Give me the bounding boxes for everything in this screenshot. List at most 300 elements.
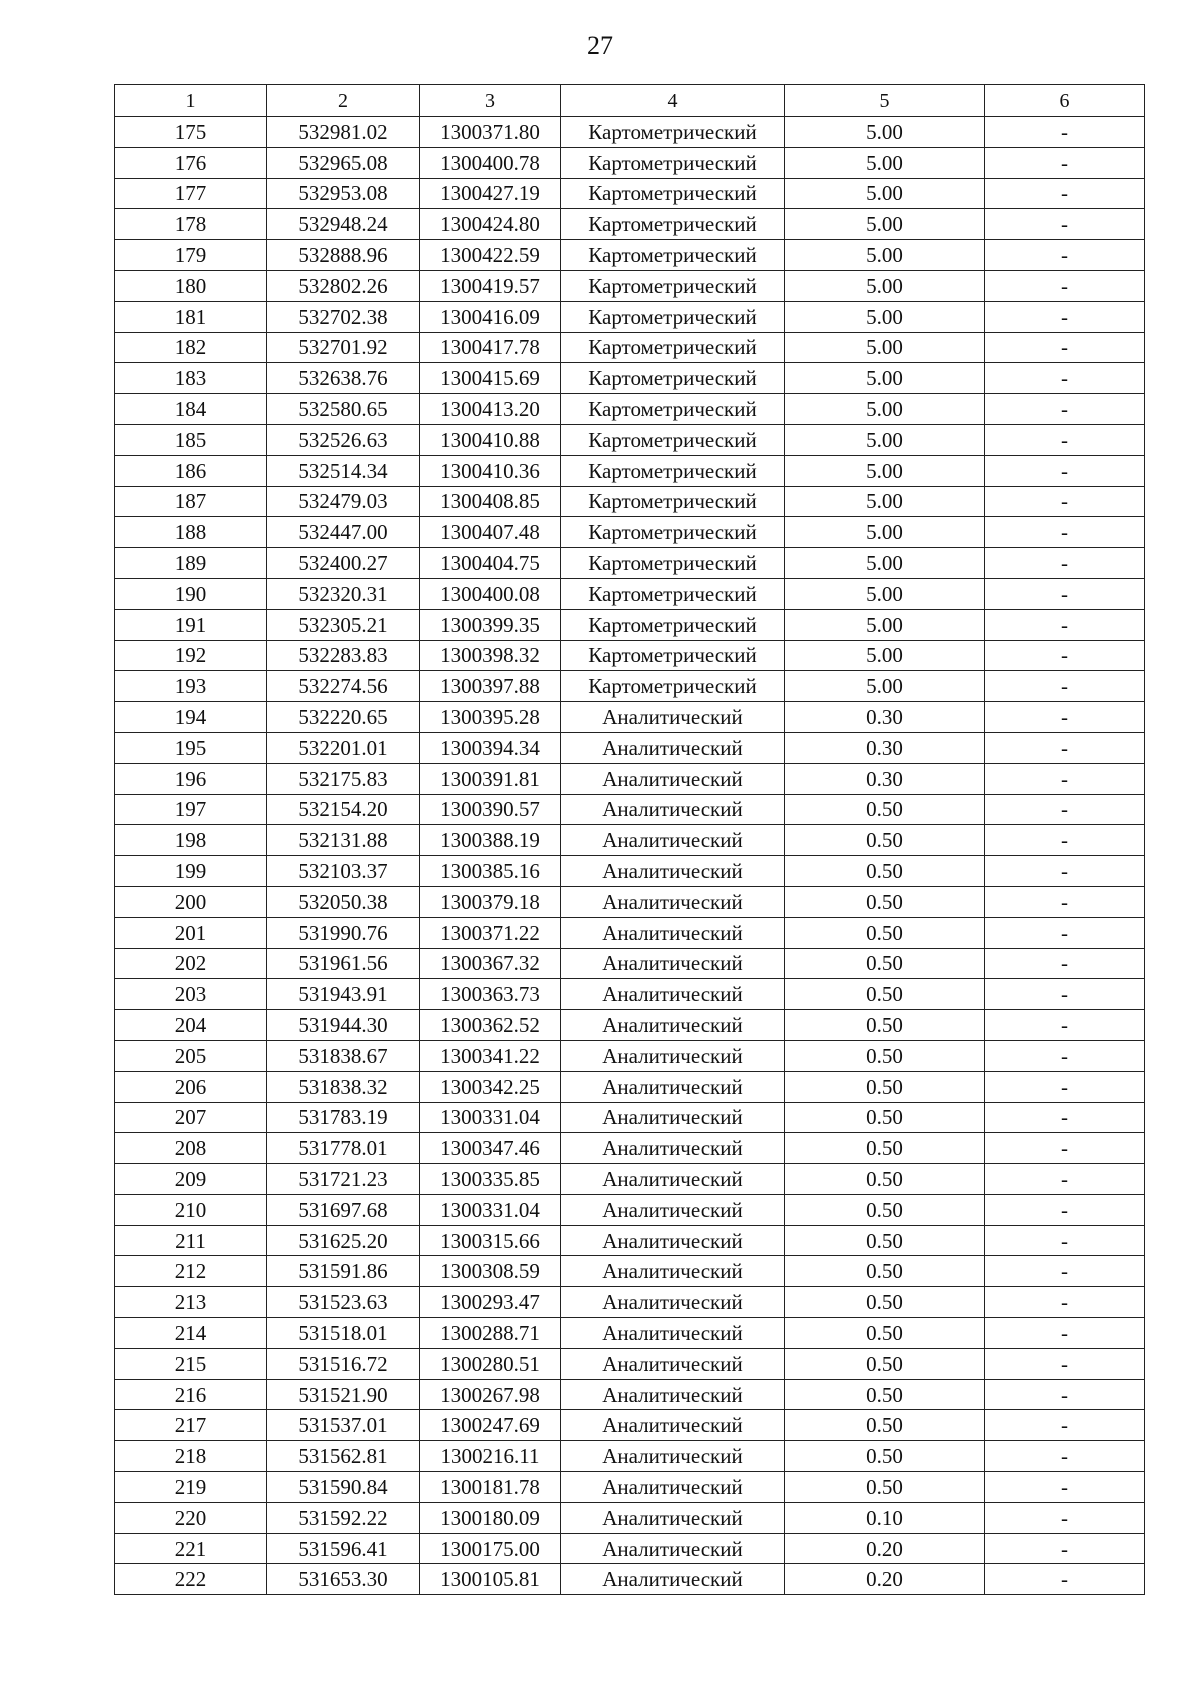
accuracy-cell: 0.50 bbox=[785, 1010, 985, 1041]
y-coordinate-cell: 1300404.75 bbox=[420, 548, 561, 579]
point-number-cell: 188 bbox=[115, 517, 267, 548]
y-coordinate-cell: 1300362.52 bbox=[420, 1010, 561, 1041]
method-cell: Картометрический bbox=[561, 117, 785, 148]
point-number-cell: 191 bbox=[115, 609, 267, 640]
point-number-cell: 222 bbox=[115, 1564, 267, 1595]
table-row bbox=[115, 1256, 1145, 1287]
x-coordinate-cell: 532981.02 bbox=[267, 117, 420, 148]
table-row bbox=[115, 578, 1145, 609]
point-number-cell: 221 bbox=[115, 1533, 267, 1564]
y-coordinate-cell: 1300417.78 bbox=[420, 332, 561, 363]
x-coordinate-cell: 531537.01 bbox=[267, 1410, 420, 1441]
accuracy-cell: 5.00 bbox=[785, 270, 985, 301]
method-cell: Картометрический bbox=[561, 455, 785, 486]
x-coordinate-cell: 531778.01 bbox=[267, 1133, 420, 1164]
point-number-cell: 204 bbox=[115, 1010, 267, 1041]
accuracy-cell: 5.00 bbox=[785, 578, 985, 609]
method-cell: Аналитический bbox=[561, 1225, 785, 1256]
note-cell: - bbox=[985, 548, 1145, 579]
x-coordinate-cell: 531523.63 bbox=[267, 1287, 420, 1318]
point-number-cell: 181 bbox=[115, 301, 267, 332]
y-coordinate-cell: 1300335.85 bbox=[420, 1164, 561, 1195]
point-number-cell: 180 bbox=[115, 270, 267, 301]
table-row bbox=[115, 1502, 1145, 1533]
note-cell: - bbox=[985, 1164, 1145, 1195]
y-coordinate-cell: 1300347.46 bbox=[420, 1133, 561, 1164]
note-cell: - bbox=[985, 270, 1145, 301]
table-row bbox=[115, 856, 1145, 887]
point-number-cell: 218 bbox=[115, 1441, 267, 1472]
table-row bbox=[115, 332, 1145, 363]
note-cell: - bbox=[985, 1040, 1145, 1071]
method-cell: Картометрический bbox=[561, 578, 785, 609]
accuracy-cell: 0.50 bbox=[785, 1287, 985, 1318]
point-number-cell: 193 bbox=[115, 671, 267, 702]
y-coordinate-cell: 1300394.34 bbox=[420, 732, 561, 763]
accuracy-cell: 5.00 bbox=[785, 394, 985, 425]
table-row bbox=[115, 1010, 1145, 1041]
table-row bbox=[115, 1164, 1145, 1195]
method-cell: Аналитический bbox=[561, 1010, 785, 1041]
x-coordinate-cell: 532702.38 bbox=[267, 301, 420, 332]
table-row bbox=[115, 270, 1145, 301]
note-cell: - bbox=[985, 1102, 1145, 1133]
x-coordinate-cell: 531990.76 bbox=[267, 917, 420, 948]
y-coordinate-cell: 1300391.81 bbox=[420, 763, 561, 794]
note-cell: - bbox=[985, 1472, 1145, 1503]
note-cell: - bbox=[985, 732, 1145, 763]
accuracy-cell: 0.50 bbox=[785, 1318, 985, 1349]
table-row bbox=[115, 1472, 1145, 1503]
table-row bbox=[115, 1071, 1145, 1102]
note-cell: - bbox=[985, 578, 1145, 609]
x-coordinate-cell: 531562.81 bbox=[267, 1441, 420, 1472]
table-row bbox=[115, 1318, 1145, 1349]
x-coordinate-cell: 531697.68 bbox=[267, 1194, 420, 1225]
y-coordinate-cell: 1300390.57 bbox=[420, 794, 561, 825]
y-coordinate-cell: 1300407.48 bbox=[420, 517, 561, 548]
method-cell: Аналитический bbox=[561, 702, 785, 733]
note-cell: - bbox=[985, 1256, 1145, 1287]
y-coordinate-cell: 1300424.80 bbox=[420, 209, 561, 240]
point-number-cell: 178 bbox=[115, 209, 267, 240]
accuracy-cell: 0.10 bbox=[785, 1502, 985, 1533]
point-number-cell: 194 bbox=[115, 702, 267, 733]
table-row bbox=[115, 794, 1145, 825]
method-cell: Аналитический bbox=[561, 825, 785, 856]
accuracy-cell: 5.00 bbox=[785, 609, 985, 640]
y-coordinate-cell: 1300422.59 bbox=[420, 240, 561, 271]
method-cell: Аналитический bbox=[561, 917, 785, 948]
table-row bbox=[115, 517, 1145, 548]
accuracy-cell: 0.50 bbox=[785, 856, 985, 887]
y-coordinate-cell: 1300397.88 bbox=[420, 671, 561, 702]
y-coordinate-cell: 1300280.51 bbox=[420, 1348, 561, 1379]
y-coordinate-cell: 1300331.04 bbox=[420, 1102, 561, 1133]
method-cell: Картометрический bbox=[561, 671, 785, 702]
accuracy-cell: 0.50 bbox=[785, 794, 985, 825]
column-header-5: 5 bbox=[785, 85, 985, 117]
table-row bbox=[115, 548, 1145, 579]
method-cell: Картометрический bbox=[561, 517, 785, 548]
x-coordinate-cell: 532283.83 bbox=[267, 640, 420, 671]
point-number-cell: 209 bbox=[115, 1164, 267, 1195]
method-cell: Картометрический bbox=[561, 332, 785, 363]
x-coordinate-cell: 532953.08 bbox=[267, 178, 420, 209]
table-row bbox=[115, 948, 1145, 979]
y-coordinate-cell: 1300388.19 bbox=[420, 825, 561, 856]
note-cell: - bbox=[985, 1502, 1145, 1533]
table-row bbox=[115, 1533, 1145, 1564]
accuracy-cell: 0.20 bbox=[785, 1533, 985, 1564]
method-cell: Аналитический bbox=[561, 1410, 785, 1441]
y-coordinate-cell: 1300315.66 bbox=[420, 1225, 561, 1256]
accuracy-cell: 0.50 bbox=[785, 1164, 985, 1195]
method-cell: Аналитический bbox=[561, 794, 785, 825]
note-cell: - bbox=[985, 1133, 1145, 1164]
note-cell: - bbox=[985, 455, 1145, 486]
y-coordinate-cell: 1300408.85 bbox=[420, 486, 561, 517]
method-cell: Картометрический bbox=[561, 394, 785, 425]
x-coordinate-cell: 532201.01 bbox=[267, 732, 420, 763]
x-coordinate-cell: 532175.83 bbox=[267, 763, 420, 794]
x-coordinate-cell: 532965.08 bbox=[267, 147, 420, 178]
point-number-cell: 213 bbox=[115, 1287, 267, 1318]
accuracy-cell: 0.50 bbox=[785, 979, 985, 1010]
method-cell: Картометрический bbox=[561, 548, 785, 579]
note-cell: - bbox=[985, 1410, 1145, 1441]
accuracy-cell: 5.00 bbox=[785, 424, 985, 455]
y-coordinate-cell: 1300341.22 bbox=[420, 1040, 561, 1071]
note-cell: - bbox=[985, 948, 1145, 979]
method-cell: Картометрический bbox=[561, 147, 785, 178]
table-row bbox=[115, 917, 1145, 948]
table-row bbox=[115, 1040, 1145, 1071]
method-cell: Картометрический bbox=[561, 486, 785, 517]
note-cell: - bbox=[985, 486, 1145, 517]
y-coordinate-cell: 1300395.28 bbox=[420, 702, 561, 733]
accuracy-cell: 0.20 bbox=[785, 1564, 985, 1595]
y-coordinate-cell: 1300105.81 bbox=[420, 1564, 561, 1595]
method-cell: Аналитический bbox=[561, 763, 785, 794]
accuracy-cell: 0.30 bbox=[785, 732, 985, 763]
method-cell: Аналитический bbox=[561, 856, 785, 887]
accuracy-cell: 5.00 bbox=[785, 240, 985, 271]
accuracy-cell: 0.30 bbox=[785, 763, 985, 794]
y-coordinate-cell: 1300293.47 bbox=[420, 1287, 561, 1318]
point-number-cell: 215 bbox=[115, 1348, 267, 1379]
note-cell: - bbox=[985, 1225, 1145, 1256]
x-coordinate-cell: 532154.20 bbox=[267, 794, 420, 825]
point-number-cell: 196 bbox=[115, 763, 267, 794]
point-number-cell: 206 bbox=[115, 1071, 267, 1102]
accuracy-cell: 5.00 bbox=[785, 517, 985, 548]
x-coordinate-cell: 532274.56 bbox=[267, 671, 420, 702]
point-number-cell: 195 bbox=[115, 732, 267, 763]
point-number-cell: 189 bbox=[115, 548, 267, 579]
x-coordinate-cell: 532526.63 bbox=[267, 424, 420, 455]
note-cell: - bbox=[985, 240, 1145, 271]
y-coordinate-cell: 1300331.04 bbox=[420, 1194, 561, 1225]
note-cell: - bbox=[985, 1318, 1145, 1349]
table-row bbox=[115, 1441, 1145, 1472]
method-cell: Аналитический bbox=[561, 1348, 785, 1379]
x-coordinate-cell: 532514.34 bbox=[267, 455, 420, 486]
x-coordinate-cell: 531521.90 bbox=[267, 1379, 420, 1410]
y-coordinate-cell: 1300416.09 bbox=[420, 301, 561, 332]
point-number-cell: 217 bbox=[115, 1410, 267, 1441]
y-coordinate-cell: 1300180.09 bbox=[420, 1502, 561, 1533]
note-cell: - bbox=[985, 794, 1145, 825]
accuracy-cell: 5.00 bbox=[785, 486, 985, 517]
point-number-cell: 198 bbox=[115, 825, 267, 856]
accuracy-cell: 0.50 bbox=[785, 1133, 985, 1164]
y-coordinate-cell: 1300400.08 bbox=[420, 578, 561, 609]
y-coordinate-cell: 1300400.78 bbox=[420, 147, 561, 178]
method-cell: Аналитический bbox=[561, 1040, 785, 1071]
table-row bbox=[115, 394, 1145, 425]
note-cell: - bbox=[985, 1348, 1145, 1379]
method-cell: Картометрический bbox=[561, 240, 785, 271]
method-cell: Картометрический bbox=[561, 609, 785, 640]
accuracy-cell: 5.00 bbox=[785, 209, 985, 240]
point-number-cell: 176 bbox=[115, 147, 267, 178]
x-coordinate-cell: 531518.01 bbox=[267, 1318, 420, 1349]
method-cell: Аналитический bbox=[561, 1256, 785, 1287]
point-number-cell: 200 bbox=[115, 886, 267, 917]
table-row bbox=[115, 671, 1145, 702]
x-coordinate-cell: 531590.84 bbox=[267, 1472, 420, 1503]
x-coordinate-cell: 532802.26 bbox=[267, 270, 420, 301]
accuracy-cell: 5.00 bbox=[785, 640, 985, 671]
note-cell: - bbox=[985, 1533, 1145, 1564]
accuracy-cell: 5.00 bbox=[785, 332, 985, 363]
method-cell: Аналитический bbox=[561, 1564, 785, 1595]
note-cell: - bbox=[985, 332, 1145, 363]
note-cell: - bbox=[985, 424, 1145, 455]
note-cell: - bbox=[985, 1441, 1145, 1472]
method-cell: Аналитический bbox=[561, 886, 785, 917]
y-coordinate-cell: 1300379.18 bbox=[420, 886, 561, 917]
method-cell: Аналитический bbox=[561, 948, 785, 979]
table-row bbox=[115, 640, 1145, 671]
x-coordinate-cell: 532447.00 bbox=[267, 517, 420, 548]
point-number-cell: 211 bbox=[115, 1225, 267, 1256]
table-row bbox=[115, 147, 1145, 178]
x-coordinate-cell: 532305.21 bbox=[267, 609, 420, 640]
method-cell: Картометрический bbox=[561, 209, 785, 240]
note-cell: - bbox=[985, 917, 1145, 948]
y-coordinate-cell: 1300410.88 bbox=[420, 424, 561, 455]
accuracy-cell: 0.30 bbox=[785, 702, 985, 733]
y-coordinate-cell: 1300267.98 bbox=[420, 1379, 561, 1410]
note-cell: - bbox=[985, 609, 1145, 640]
accuracy-cell: 0.50 bbox=[785, 1348, 985, 1379]
method-cell: Картометрический bbox=[561, 363, 785, 394]
y-coordinate-cell: 1300371.22 bbox=[420, 917, 561, 948]
x-coordinate-cell: 531625.20 bbox=[267, 1225, 420, 1256]
x-coordinate-cell: 531516.72 bbox=[267, 1348, 420, 1379]
method-cell: Аналитический bbox=[561, 1502, 785, 1533]
y-coordinate-cell: 1300367.32 bbox=[420, 948, 561, 979]
x-coordinate-cell: 532888.96 bbox=[267, 240, 420, 271]
point-number-cell: 184 bbox=[115, 394, 267, 425]
y-coordinate-cell: 1300427.19 bbox=[420, 178, 561, 209]
point-number-cell: 192 bbox=[115, 640, 267, 671]
x-coordinate-cell: 531591.86 bbox=[267, 1256, 420, 1287]
x-coordinate-cell: 531838.67 bbox=[267, 1040, 420, 1071]
table-row bbox=[115, 1194, 1145, 1225]
accuracy-cell: 5.00 bbox=[785, 363, 985, 394]
accuracy-cell: 0.50 bbox=[785, 948, 985, 979]
point-number-cell: 190 bbox=[115, 578, 267, 609]
note-cell: - bbox=[985, 1287, 1145, 1318]
table-row bbox=[115, 609, 1145, 640]
note-cell: - bbox=[985, 886, 1145, 917]
point-number-cell: 202 bbox=[115, 948, 267, 979]
column-header-6: 6 bbox=[985, 85, 1145, 117]
method-cell: Аналитический bbox=[561, 1441, 785, 1472]
method-cell: Аналитический bbox=[561, 1164, 785, 1195]
accuracy-cell: 0.50 bbox=[785, 917, 985, 948]
y-coordinate-cell: 1300363.73 bbox=[420, 979, 561, 1010]
method-cell: Аналитический bbox=[561, 1102, 785, 1133]
column-header-3: 3 bbox=[420, 85, 561, 117]
method-cell: Аналитический bbox=[561, 1379, 785, 1410]
point-number-cell: 205 bbox=[115, 1040, 267, 1071]
method-cell: Аналитический bbox=[561, 979, 785, 1010]
table-row bbox=[115, 979, 1145, 1010]
x-coordinate-cell: 531783.19 bbox=[267, 1102, 420, 1133]
point-number-cell: 183 bbox=[115, 363, 267, 394]
y-coordinate-cell: 1300247.69 bbox=[420, 1410, 561, 1441]
method-cell: Аналитический bbox=[561, 732, 785, 763]
table-row bbox=[115, 1133, 1145, 1164]
point-number-cell: 210 bbox=[115, 1194, 267, 1225]
note-cell: - bbox=[985, 856, 1145, 887]
x-coordinate-cell: 532701.92 bbox=[267, 332, 420, 363]
table-row bbox=[115, 1564, 1145, 1595]
table-row bbox=[115, 486, 1145, 517]
table-row bbox=[115, 424, 1145, 455]
method-cell: Аналитический bbox=[561, 1071, 785, 1102]
method-cell: Картометрический bbox=[561, 301, 785, 332]
x-coordinate-cell: 532638.76 bbox=[267, 363, 420, 394]
point-number-cell: 208 bbox=[115, 1133, 267, 1164]
accuracy-cell: 0.50 bbox=[785, 1225, 985, 1256]
table-row bbox=[115, 301, 1145, 332]
point-number-cell: 187 bbox=[115, 486, 267, 517]
accuracy-cell: 0.50 bbox=[785, 886, 985, 917]
note-cell: - bbox=[985, 117, 1145, 148]
x-coordinate-cell: 531943.91 bbox=[267, 979, 420, 1010]
table-row bbox=[115, 178, 1145, 209]
table-row bbox=[115, 825, 1145, 856]
x-coordinate-cell: 532479.03 bbox=[267, 486, 420, 517]
table-row bbox=[115, 240, 1145, 271]
table-row bbox=[115, 1348, 1145, 1379]
column-header-1: 1 bbox=[115, 85, 267, 117]
y-coordinate-cell: 1300308.59 bbox=[420, 1256, 561, 1287]
y-coordinate-cell: 1300181.78 bbox=[420, 1472, 561, 1503]
method-cell: Аналитический bbox=[561, 1133, 785, 1164]
y-coordinate-cell: 1300399.35 bbox=[420, 609, 561, 640]
note-cell: - bbox=[985, 763, 1145, 794]
y-coordinate-cell: 1300371.80 bbox=[420, 117, 561, 148]
point-number-cell: 175 bbox=[115, 117, 267, 148]
accuracy-cell: 5.00 bbox=[785, 147, 985, 178]
point-number-cell: 199 bbox=[115, 856, 267, 887]
x-coordinate-cell: 531944.30 bbox=[267, 1010, 420, 1041]
note-cell: - bbox=[985, 209, 1145, 240]
y-coordinate-cell: 1300288.71 bbox=[420, 1318, 561, 1349]
point-number-cell: 214 bbox=[115, 1318, 267, 1349]
x-coordinate-cell: 532131.88 bbox=[267, 825, 420, 856]
point-number-cell: 185 bbox=[115, 424, 267, 455]
table-row bbox=[115, 1287, 1145, 1318]
accuracy-cell: 0.50 bbox=[785, 1379, 985, 1410]
method-cell: Аналитический bbox=[561, 1472, 785, 1503]
point-number-cell: 186 bbox=[115, 455, 267, 486]
method-cell: Аналитический bbox=[561, 1194, 785, 1225]
note-cell: - bbox=[985, 671, 1145, 702]
accuracy-cell: 0.50 bbox=[785, 1102, 985, 1133]
point-number-cell: 216 bbox=[115, 1379, 267, 1410]
note-cell: - bbox=[985, 147, 1145, 178]
accuracy-cell: 0.50 bbox=[785, 1256, 985, 1287]
coordinates-table bbox=[114, 84, 1145, 1595]
table-header-row bbox=[115, 85, 1145, 117]
method-cell: Картометрический bbox=[561, 640, 785, 671]
x-coordinate-cell: 532220.65 bbox=[267, 702, 420, 733]
y-coordinate-cell: 1300385.16 bbox=[420, 856, 561, 887]
method-cell: Аналитический bbox=[561, 1318, 785, 1349]
column-header-4: 4 bbox=[561, 85, 785, 117]
accuracy-cell: 0.50 bbox=[785, 825, 985, 856]
x-coordinate-cell: 532320.31 bbox=[267, 578, 420, 609]
table-row bbox=[115, 702, 1145, 733]
accuracy-cell: 0.50 bbox=[785, 1441, 985, 1472]
note-cell: - bbox=[985, 1379, 1145, 1410]
accuracy-cell: 5.00 bbox=[785, 301, 985, 332]
point-number-cell: 219 bbox=[115, 1472, 267, 1503]
y-coordinate-cell: 1300419.57 bbox=[420, 270, 561, 301]
x-coordinate-cell: 531592.22 bbox=[267, 1502, 420, 1533]
point-number-cell: 177 bbox=[115, 178, 267, 209]
table-row bbox=[115, 209, 1145, 240]
x-coordinate-cell: 532103.37 bbox=[267, 856, 420, 887]
x-coordinate-cell: 531961.56 bbox=[267, 948, 420, 979]
x-coordinate-cell: 532948.24 bbox=[267, 209, 420, 240]
note-cell: - bbox=[985, 363, 1145, 394]
method-cell: Картометрический bbox=[561, 424, 785, 455]
point-number-cell: 207 bbox=[115, 1102, 267, 1133]
table-row bbox=[115, 732, 1145, 763]
accuracy-cell: 0.50 bbox=[785, 1194, 985, 1225]
accuracy-cell: 5.00 bbox=[785, 455, 985, 486]
x-coordinate-cell: 532050.38 bbox=[267, 886, 420, 917]
accuracy-cell: 5.00 bbox=[785, 671, 985, 702]
accuracy-cell: 5.00 bbox=[785, 548, 985, 579]
note-cell: - bbox=[985, 301, 1145, 332]
note-cell: - bbox=[985, 979, 1145, 1010]
point-number-cell: 220 bbox=[115, 1502, 267, 1533]
note-cell: - bbox=[985, 1194, 1145, 1225]
method-cell: Аналитический bbox=[561, 1533, 785, 1564]
point-number-cell: 197 bbox=[115, 794, 267, 825]
method-cell: Картометрический bbox=[561, 178, 785, 209]
y-coordinate-cell: 1300175.00 bbox=[420, 1533, 561, 1564]
